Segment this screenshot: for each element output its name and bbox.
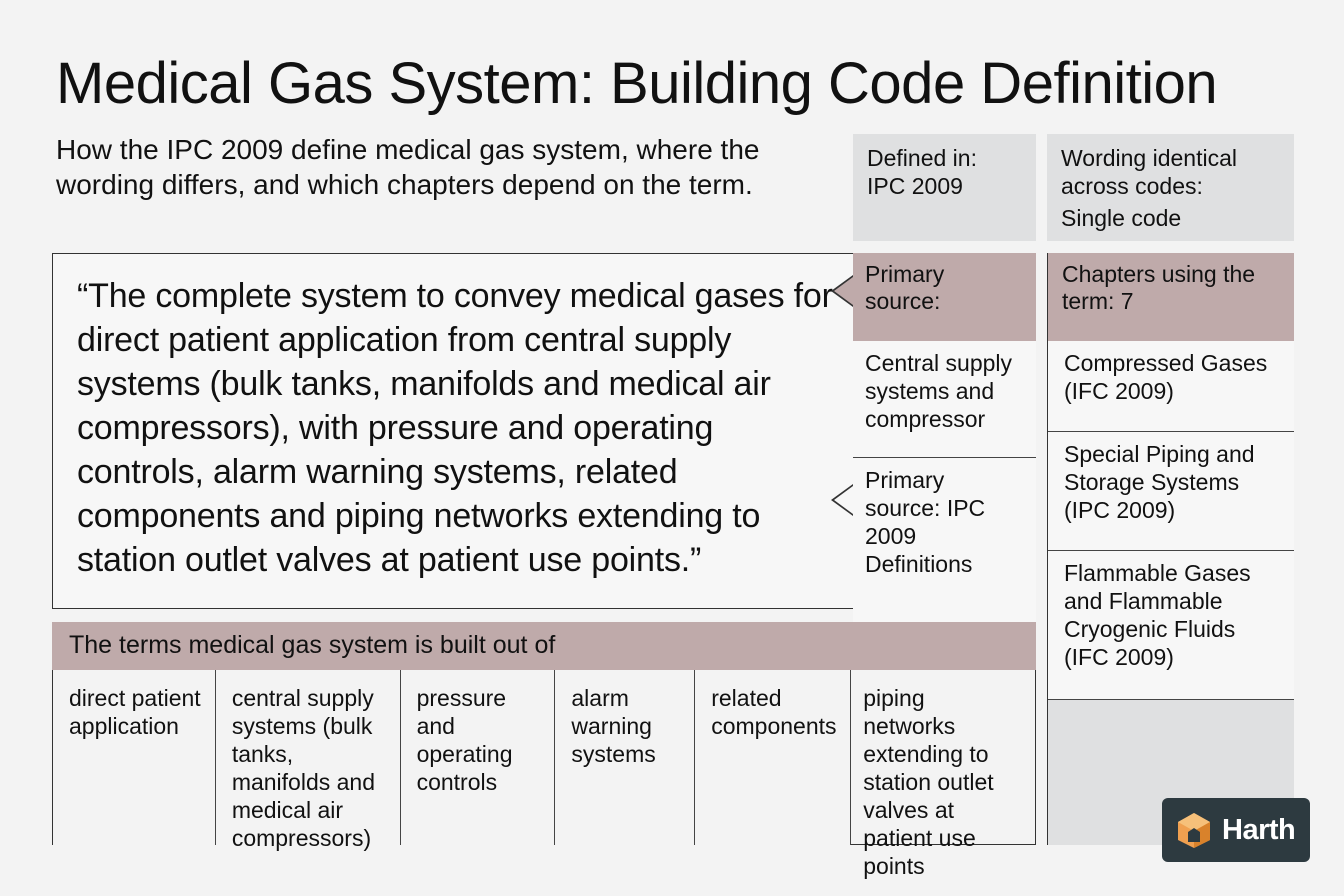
defined-in-box	[853, 134, 1036, 241]
term-cell: related components	[695, 670, 851, 845]
pointer-notch-icon	[831, 275, 853, 307]
chapters-column	[1047, 253, 1294, 845]
defined-in-value: IPC 2009	[867, 173, 963, 199]
page-title: Medical Gas System: Building Code Definition	[56, 51, 1218, 116]
defined-in-label: Defined in:	[867, 145, 977, 171]
term-cell: direct patient application	[53, 670, 216, 845]
chapter-item: Flammable Gases and Flammable Cryogenic Fluids (IFC 2009)	[1048, 551, 1294, 700]
harth-logo	[1162, 798, 1310, 862]
wording-identical-value: Single code	[1061, 205, 1182, 231]
house-cube-icon	[1174, 810, 1214, 850]
pointer-notch-icon	[831, 484, 853, 516]
term-cell: piping networks extending to station outlet valves at patient use points	[851, 670, 1036, 845]
source-item: Primary source: IPC 2009 Definitions	[865, 467, 986, 577]
page-subtitle: How the IPC 2009 define medical gas system, where the wording differs, and which chapters depend on the term.	[56, 134, 760, 200]
definition-quote: “The complete system to convey medical gases for direct patient application from central supply systems (bulk tanks, manifolds and medical air compressors), with pressure and operating controls, alarm warning systems, related components and piping networks extending to station outlet valves at patient use points.”	[77, 277, 833, 579]
primary-source-header-label: Primary source:	[865, 261, 945, 314]
term-cell: pressure and operating controls	[401, 670, 556, 845]
wording-identical-label: Wording identical across codes:	[1061, 145, 1238, 199]
term-cell: central supply systems (bulk tanks, manifolds and medical air compressors)	[216, 670, 401, 845]
definition-quote-box	[52, 253, 854, 609]
terms-row	[52, 670, 1036, 879]
wording-identical-box	[1047, 134, 1294, 241]
chapter-item: Compressed Gases (IFC 2009)	[1048, 341, 1294, 432]
source-column	[853, 253, 1036, 609]
term-cell: alarm warning systems	[555, 670, 695, 845]
terms-header: The terms medical gas system is built out of	[52, 622, 1036, 670]
chapters-header: Chapters using the term: 7	[1048, 253, 1294, 341]
logo-text: Harth	[1222, 813, 1296, 846]
source-item: Central supply systems and compressor	[853, 341, 1036, 458]
primary-source-header	[853, 253, 1036, 341]
chapter-item: Special Piping and Storage Systems (IPC 2009)	[1048, 432, 1294, 551]
